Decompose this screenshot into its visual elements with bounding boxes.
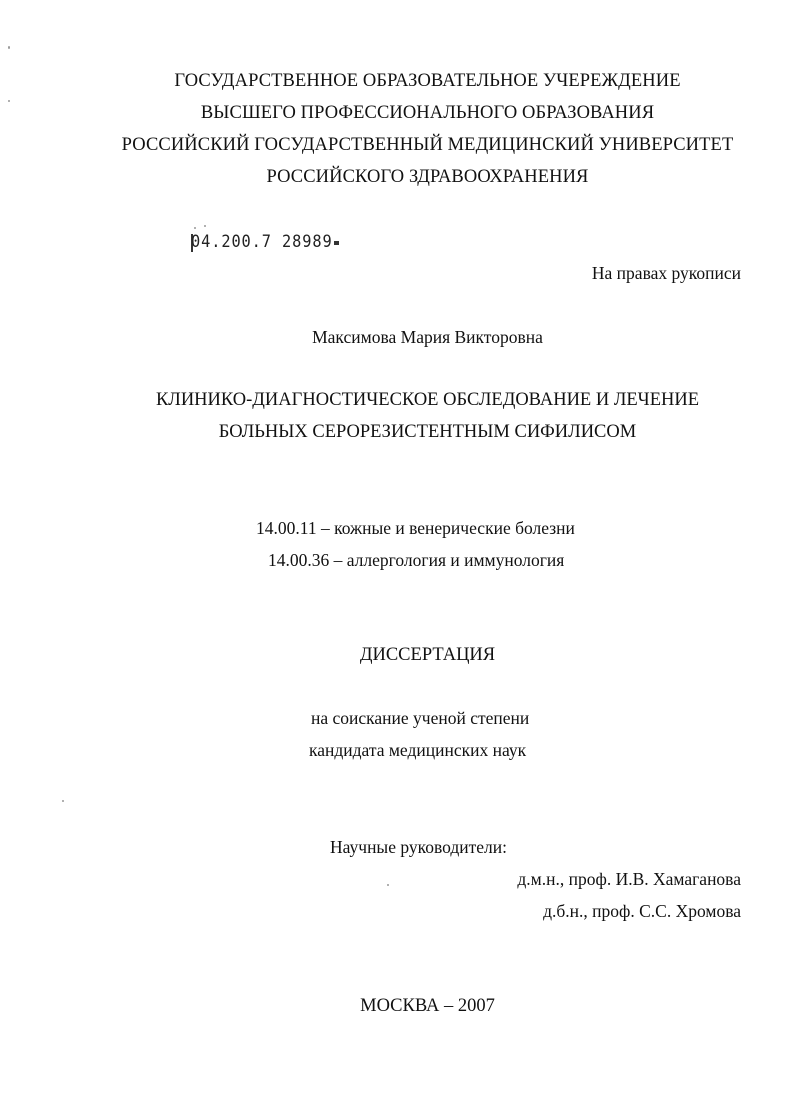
- stamp-dot: [334, 241, 339, 245]
- supervisors-heading: Научные руководители:: [330, 837, 507, 857]
- scan-speck: [194, 227, 196, 229]
- manuscript-note: На правах рукописи: [591, 263, 741, 283]
- degree-line-2: кандидата медицинских наук: [309, 740, 527, 760]
- dissertation-title-line-2: БОЛЬНЫХ СЕРОРЕЗИСТЕНТНЫМ СИФИЛИСОМ: [218, 422, 637, 442]
- institution-line-2: ВЫСШЕГО ПРОФЕССИОНАЛЬНОГО ОБРАЗОВАНИЯ: [200, 103, 655, 123]
- scan-speck: [204, 225, 206, 227]
- specialty-line-1: 14.00.11 – кожные и венерические болезни: [256, 518, 575, 538]
- scan-speck: [8, 100, 10, 102]
- specialty-line-2: 14.00.36 – аллергология и иммунология: [268, 550, 565, 570]
- institution-line-1: ГОСУДАРСТВЕННОЕ ОБРАЗОВАТЕЛЬНОЕ УЧЕРЕЖДЕНИЕ: [174, 71, 681, 91]
- supervisor-1: д.м.н., проф. И.В. Хамаганова: [517, 869, 741, 889]
- document-type: ДИССЕРТАЦИЯ: [359, 645, 496, 665]
- place-year: МОСКВА – 2007: [360, 996, 495, 1016]
- scan-speck: [8, 46, 10, 49]
- dissertation-title-line-1: КЛИНИКО-ДИАГНОСТИЧЕСКОЕ ОБСЛЕДОВАНИЕ И ЛЕЧЕНИЕ: [155, 390, 700, 410]
- supervisor-2: д.б.н., проф. С.С. Хромова: [543, 901, 741, 921]
- scan-speck: [62, 800, 64, 802]
- author-name: Максимова Мария Викторовна: [312, 327, 543, 347]
- registration-stamp: 04.200.7 28989: [191, 232, 333, 252]
- institution-line-4: РОССИЙСКОГО ЗДРАВООХРАНЕНИЯ: [266, 167, 589, 187]
- institution-line-3: РОССИЙСКИЙ ГОСУДАРСТВЕННЫЙ МЕДИЦИНСКИЙ УНИВЕРСИТЕТ: [121, 135, 734, 155]
- degree-line-1: на соискание ученой степени: [311, 708, 530, 728]
- scan-speck: [387, 884, 389, 886]
